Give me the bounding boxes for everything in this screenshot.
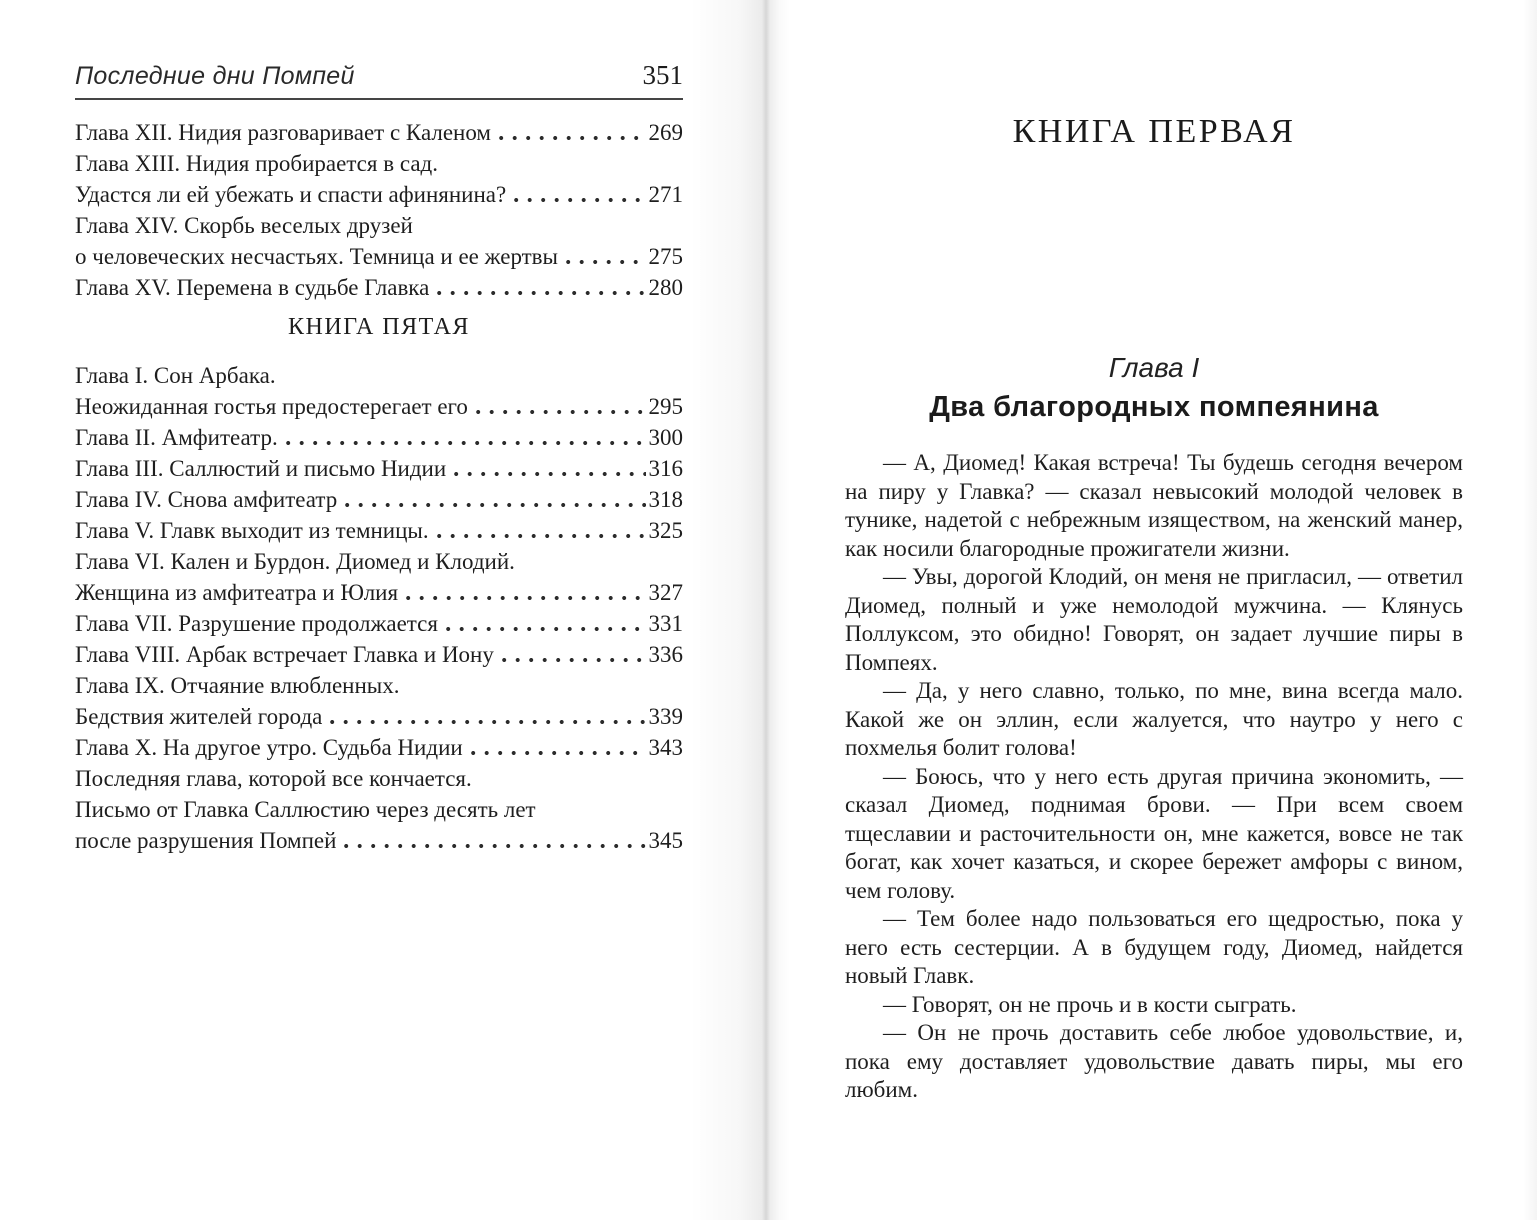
toc-entry-text: Бедствия жителей города	[75, 704, 323, 729]
paragraph: — Боюсь, что у него есть другая причина экономить, — сказал Диомед, поднимая брови. — При всем своем тщеславии и расточительности он, мне кажется, вовсе не так богат, как хочет казаться, и скорее бережет амфоры с вином, чем голову.	[845, 763, 1463, 903]
paragraph: — Тем более надо пользоваться его щедростью, пока у него есть сестерции. А в будущем году, Диомед, найдется новый Главк.	[845, 906, 1463, 988]
toc-entry-page: 325	[648, 518, 683, 543]
dot-leader	[454, 472, 645, 476]
page-number: 351	[642, 60, 683, 90]
dot-leader	[406, 596, 645, 600]
toc-entry-text: Глава X. На другое утро. Судьба Нидии	[75, 735, 463, 760]
toc-entry	[75, 117, 683, 148]
toc-entry	[75, 453, 683, 484]
dot-leader	[330, 720, 645, 724]
toc-entry	[75, 484, 683, 515]
right-page	[845, 0, 1463, 1105]
toc-entry	[75, 639, 683, 670]
chapter-label: Глава I	[1108, 352, 1200, 383]
dot-leader	[437, 534, 646, 538]
toc-entry-text: Глава IV. Снова амфитеатр	[75, 487, 338, 512]
toc-entry	[75, 360, 683, 391]
toc-entry-text: о человеческих несчастьях. Темница и ее жертвы	[75, 244, 558, 269]
toc-entry-page: 316	[648, 456, 683, 481]
dot-leader	[286, 441, 646, 445]
toc-entry-page: 275	[648, 244, 683, 269]
toc-entry	[75, 515, 683, 546]
toc-entry-text: Письмо от Главка Саллюстию через десять лет	[75, 797, 536, 822]
toc-entry-text: Неожиданная гостья предостерегает его	[75, 394, 468, 419]
toc-entry	[75, 825, 683, 856]
toc-entry-page: 327	[648, 580, 683, 605]
section-heading: КНИГА ПЯТАЯ	[288, 314, 470, 340]
toc-entry-page: 269	[648, 120, 683, 145]
toc-entry-text: Глава XIII. Нидия пробирается в сад.	[75, 151, 438, 176]
toc-entry	[75, 391, 683, 422]
toc-book-five	[75, 360, 683, 856]
toc-entry-text: Глава IX. Отчаяние влюбленных.	[75, 673, 400, 698]
toc-entry-page: 336	[648, 642, 683, 667]
toc-entry-text: Глава XII. Нидия разговаривает с Каленом	[75, 120, 491, 145]
running-title: Последние дни Помпей	[75, 62, 355, 90]
book-heading: КНИГА ПЕРВАЯ	[1012, 113, 1296, 150]
toc-entry-text: Глава V. Главк выходит из темницы.	[75, 518, 429, 543]
toc-entry-text: Глава VII. Разрушение продолжается	[75, 611, 438, 636]
toc-entry-text: Удастся ли ей убежать и спасти афинянина?	[75, 182, 507, 207]
dot-leader	[437, 291, 645, 295]
dot-leader	[566, 260, 646, 264]
toc-entry-page: 339	[648, 704, 683, 729]
toc-entry-text: Глава XIV. Скорбь веселых друзей	[75, 213, 413, 238]
toc-entry-text: Глава VIII. Арбак встречает Главка и Иону	[75, 642, 494, 667]
chapter-body	[845, 449, 1463, 1105]
toc-entry	[75, 210, 683, 241]
toc-entry	[75, 546, 683, 577]
dot-leader	[344, 844, 645, 848]
paragraph: — Он не прочь доставить себе любое удовольствие, и, пока ему доставляет удовольствие давать пиры, мы его любим.	[845, 1020, 1463, 1102]
dot-leader	[499, 136, 646, 140]
toc-entry	[75, 701, 683, 732]
toc-entry	[75, 763, 683, 794]
dot-leader	[514, 198, 645, 202]
chapter-title: Два благородных помпеянина	[929, 391, 1379, 423]
toc-entry-page: 331	[648, 611, 683, 636]
toc-book-four	[75, 117, 683, 303]
toc-entry	[75, 148, 683, 179]
left-page	[75, 60, 683, 856]
toc-entry	[75, 422, 683, 453]
page-gutter-shadow	[690, 0, 790, 1220]
toc-entry-text: Последняя глава, которой все кончается.	[75, 766, 472, 791]
toc-entry-text: Глава XV. Перемена в судьбе Главка	[75, 275, 430, 300]
toc-entry-text: Глава VI. Кален и Бурдон. Диомед и Клодий.	[75, 549, 515, 574]
toc-entry-text: Глава III. Саллюстий и письмо Нидии	[75, 456, 447, 481]
dot-leader	[471, 751, 646, 755]
toc-entry-text: Женщина из амфитеатра и Юлия	[75, 580, 399, 605]
dot-leader	[502, 658, 646, 662]
toc-entry	[75, 794, 683, 825]
toc-entry	[75, 608, 683, 639]
dot-leader	[345, 503, 645, 507]
toc-entry-page: 280	[648, 275, 683, 300]
toc-entry	[75, 272, 683, 303]
toc-entry	[75, 179, 683, 210]
paragraph: — Говорят, он не прочь и в кости сыграть.	[883, 991, 1297, 1017]
toc-entry-page: 295	[648, 394, 683, 419]
toc-entry-page: 343	[648, 735, 683, 760]
running-header	[75, 60, 683, 91]
page-edge-shadow	[1523, 0, 1537, 1220]
dot-leader	[476, 410, 646, 414]
toc-entry-page: 271	[648, 182, 683, 207]
toc-entry-text: после разрушения Помпей	[75, 828, 337, 853]
toc-entry-page: 318	[648, 487, 683, 512]
toc-entry-text: Глава I. Сон Арбака.	[75, 363, 276, 388]
toc-entry	[75, 732, 683, 763]
toc-entry-page: 345	[648, 828, 683, 853]
paragraph: — Увы, дорогой Клодий, он меня не пригласил, — ответил Диомед, полный и уже немолодой мужчина. — Клянусь Поллуксом, это обидно! Говорят, он задает лучшие пиры в Помпеях.	[845, 564, 1463, 675]
paragraph: — А, Диомед! Какая встреча! Ты будешь сегодня вечером на пиру у Главка? — сказал невысокий молодой человек в тунике, надетой с небрежным изяществом, на женский манер, как носили благородные прожигатели жизни.	[845, 450, 1463, 561]
toc-entry-page: 300	[648, 425, 683, 450]
paragraph: — Да, у него славно, только, по мне, вина всегда мало. Какой же он эллин, если жалуется, что наутро у него с похмелья болит голова!	[845, 678, 1463, 760]
header-rule	[75, 98, 683, 100]
toc-entry	[75, 670, 683, 701]
toc-entry-text: Глава II. Амфитеатр.	[75, 425, 278, 450]
toc-entry	[75, 241, 683, 272]
dot-leader	[446, 627, 646, 631]
toc-entry	[75, 577, 683, 608]
